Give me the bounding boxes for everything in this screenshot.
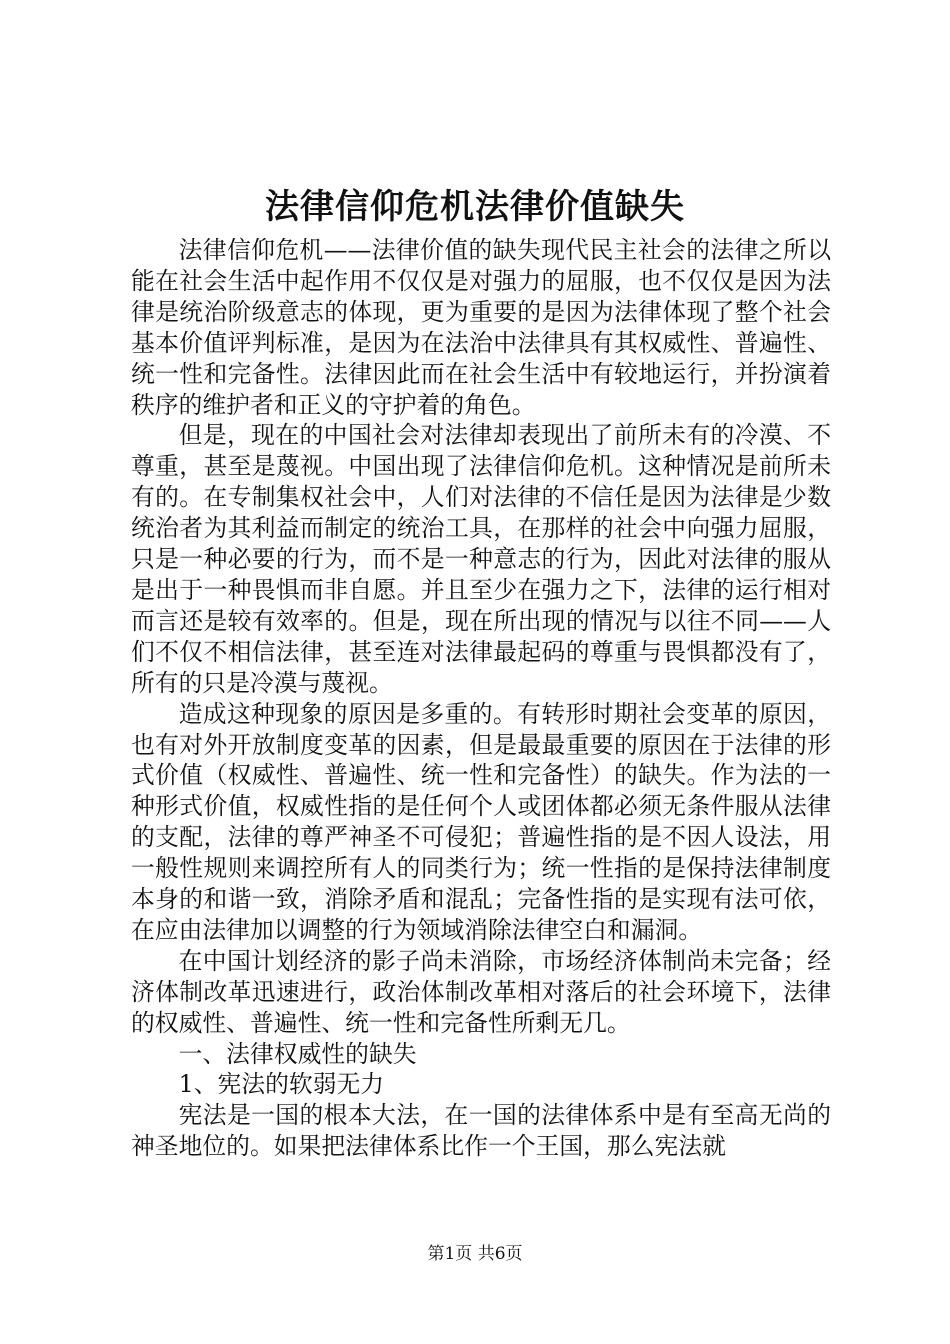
paragraph: 在中国计划经济的影子尚未消除，市场经济体制尚未完备；经济体制改革迅速进行，政治体制改革相对落后的社会环境下，法律的权威性、普遍性、统一性和完备性所剩无几。 — [131, 946, 831, 1037]
document-body — [131, 235, 831, 1162]
paragraph: 但是，现在的中国社会对法律却表现出了前所未有的冷漠、不尊重，甚至是蔑视。中国出现了法律信仰危机。这种情况是前所未有的。在专制集权社会中，人们对法律的不信任是因为法律是少数统治者为其利益而制定的统治工具，在那样的社会中向强力屈服，只是一种必要的行为，而不是一种意志的行为，因此对法律的服从是出于一种畏惧而非自愿。并且至少在强力之下，法律的运行相对而言还是较有效率的。但是，现在所出现的情况与以往不同——人们不仅不相信法律，甚至连对法律最起码的尊重与畏惧都没有了，所有的只是冷漠与蔑视。 — [131, 421, 831, 697]
page-footer: 第1页 共6页 — [427, 1244, 523, 1264]
paragraph: 宪法是一国的根本大法，在一国的法律体系中是有至高无尚的神圣地位的。如果把法律体系比作一个王国，那么宪法就 — [131, 1101, 831, 1161]
paragraph: 法律信仰危机——法律价值的缺失现代民主社会的法律之所以能在社会生活中起作用不仅仅是对强力的屈服，也不仅仅是因为法律是统治阶级意志的体现，更为重要的是因为法律体现了整个社会基本价值评判标准，是因为在法治中法律具有其权威性、普遍性、统一性和完备性。法律因此而在社会生活中有较地运行，并扮演着秩序的维护者和正义的守护着的角色。 — [131, 236, 831, 419]
paragraph: 造成这种现象的原因是多重的。有转形时期社会变革的原因，也有对外开放制度变革的因素，但是最最重要的原因在于法律的形式价值（权威性、普遍性、统一性和完备性）的缺失。作为法的一种形式价值，权威性指的是任何个人或团体都必须无条件服从法律的支配，法律的尊严神圣不可侵犯；普遍性指的是不因人设法，用一般性规则来调控所有人的同类行为；统一性指的是保持法律制度本身的和谐一致，消除矛盾和混乱；完备性指的是实现有法可依，在应由法律加以调整的行为领域消除法律空白和漏洞。 — [131, 699, 831, 944]
section-heading: 一、法律权威性的缺失 — [178, 1039, 417, 1068]
subsection-heading: 1、宪法的软弱无力 — [178, 1070, 385, 1099]
document-title: 法律信仰危机法律价值缺失 — [265, 187, 685, 227]
